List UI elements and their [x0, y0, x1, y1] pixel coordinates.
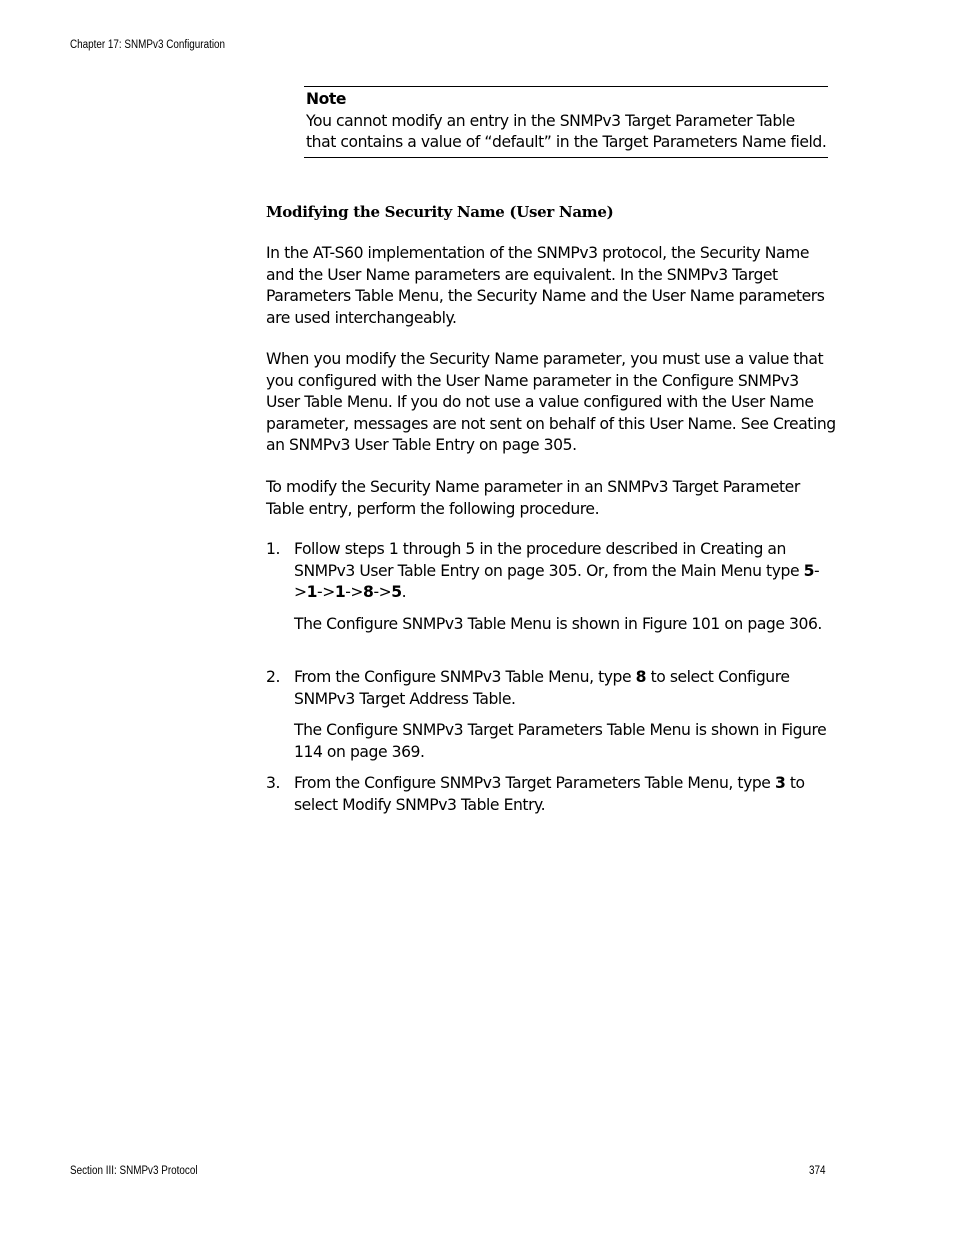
step-text — [294, 773, 834, 816]
paragraph-modify-rule: When you modify the Security Name parameter, you must use a value that you configured with the User Name parameter in the Configure SNMPv3 User Table Menu. If you do not use a value configured with the User Name parameter, messages are not sent on behalf of this User Name. See Creating an SNMPv3 User Table Entry on page 305. — [266, 350, 836, 455]
paragraph-procedure-intro: To modify the Security Name parameter in an SNMPv3 Target Parameter Table entry, perform the following procedure. — [266, 478, 800, 518]
path-separator: -> — [317, 583, 335, 602]
step-text-before: From the Configure SNMPv3 Table Menu, type — [294, 668, 636, 686]
note-box — [304, 86, 828, 158]
menu-key: 1 — [334, 583, 346, 602]
step-text — [294, 667, 834, 710]
step-result-text: The Configure SNMPv3 Table Menu is shown in Figure 101 on page 306. — [294, 615, 822, 633]
menu-key: 8 — [635, 668, 647, 686]
menu-key: 8 — [363, 583, 374, 602]
menu-key: 3 — [774, 774, 786, 792]
path-separator: -> — [345, 583, 364, 602]
step-number: 3. — [266, 774, 280, 792]
path-separator: -> — [373, 583, 392, 602]
step-text-before: From the Configure SNMPv3 Target Parameters Table Menu, type — [294, 774, 775, 792]
step-text-after: . — [401, 583, 407, 602]
running-header: Chapter 17: SNMPv3 Configuration — [70, 39, 226, 51]
step-text-before: Follow steps 1 through 5 in the procedure described in Creating an SNMPv3 User Table Entry on page 305. Or, from the Main Menu type — [294, 540, 804, 580]
note-title: Note — [306, 90, 346, 108]
step-text-after: to select Modify SNMPv3 Table Entry. — [294, 774, 805, 814]
page-number: 374 — [809, 1165, 826, 1177]
menu-key: 1 — [306, 583, 318, 602]
step-text-after: to select Configure SNMPv3 Target Address Table. — [294, 668, 790, 708]
paragraph-equivalence: In the AT-S60 implementation of the SNMPv3 protocol, the Security Name and the User Name parameters are equivalent. In the SNMPv3 Target Parameters Table Menu, the Security Name and the User Name parameters are used interchangeably. — [266, 244, 825, 327]
step-number: 2. — [266, 668, 280, 686]
menu-key: 5 — [803, 561, 815, 580]
step-number: 1. — [266, 540, 280, 558]
menu-key: 5 — [391, 583, 402, 602]
step-result-text: The Configure SNMPv3 Target Parameters Table Menu is shown in Figure 114 on page 369. — [294, 721, 827, 761]
note-text: You cannot modify an entry in the SNMPv3 Target Parameter Table that contains a value of “default” in the Target Parameters Name field. — [306, 111, 827, 152]
section-heading: Modifying the Security Name (User Name) — [266, 203, 614, 221]
running-footer-section: Section III: SNMPv3 Protocol — [70, 1165, 198, 1177]
path-separator: -> — [294, 561, 820, 602]
step-text — [294, 539, 834, 604]
